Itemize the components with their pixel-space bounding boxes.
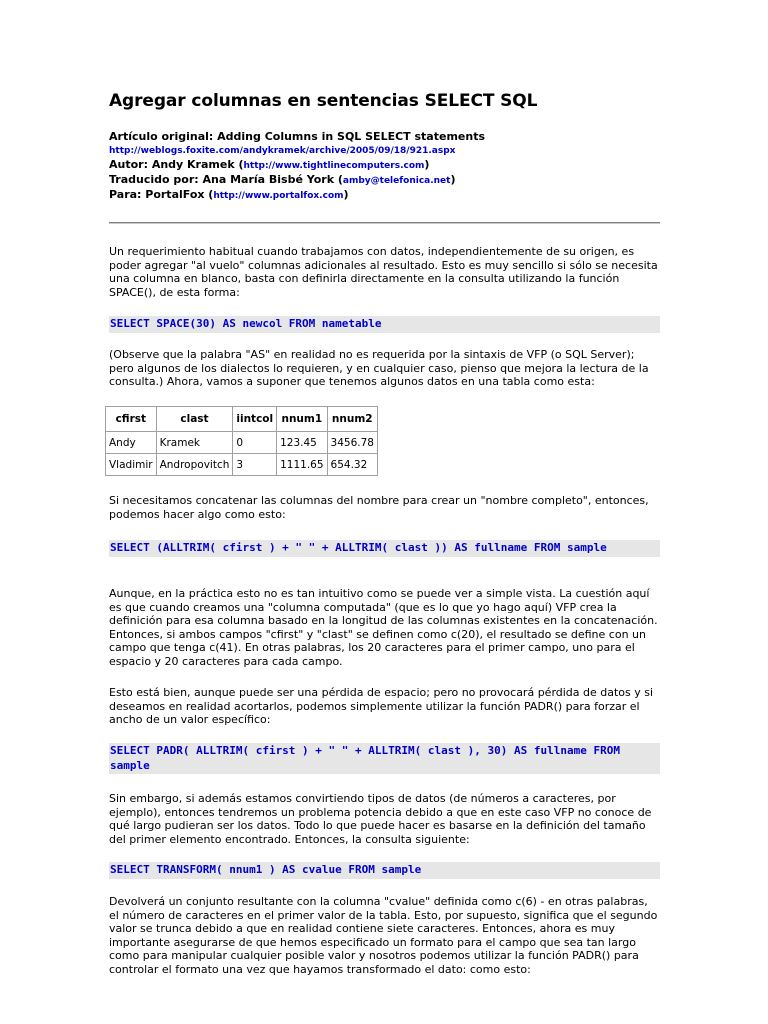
translator-line <box>109 173 485 188</box>
paragraph: Esto está bien, aunque puede ser una pérdida de espacio; pero no provocará pérdida de datos y si deseamos en realidad acortarlos, podemos simplemente utilizar la función PADR() para forzar el ancho de un valor específico: <box>109 686 654 727</box>
table-cell: 3 <box>233 454 277 476</box>
translator-label: Traducido por: Ana María Bisbé York ( <box>109 173 343 186</box>
translator-email-link[interactable]: amby@telefonica.net <box>342 176 451 186</box>
paragraph: Un requerimiento habitual cuando trabajamos con datos, independientemente de su origen, es poder agregar "al vuelo" columnas adicionales al resultado. Esto es muy sencillo si sólo se necesita una columna en blanco, basta con definirla directamente en la consulta utilizando la función SPACE(), de esta forma: <box>109 245 658 299</box>
table-header-row <box>106 407 378 432</box>
code-block: SELECT PADR( ALLTRIM( cfirst ) + " " + ALLTRIM( clast ), 30) AS fullname FROM sample <box>109 743 660 774</box>
translator-close: ) <box>450 173 456 186</box>
for-line <box>109 188 485 203</box>
table-row <box>106 432 378 454</box>
author-close: ) <box>424 158 430 171</box>
author-label: Autor: Andy Kramek ( <box>109 158 244 171</box>
code-block: SELECT SPACE(30) AS newcol FROM nametable <box>109 316 660 333</box>
for-label: Para: PortalFox ( <box>109 188 214 201</box>
table-cell: Kramek <box>156 432 233 454</box>
original-label: Artículo original: Adding Columns in SQL SELECT statements <box>109 130 486 143</box>
original-article-link[interactable]: http://weblogs.foxite.com/andykramek/archive/2005/09/18/921.aspx <box>109 146 456 156</box>
paragraph: (Observe que la palabra "AS" en realidad no es requerida por la sintaxis de VFP (o SQL Server); pero algunos de los dialectos lo requieren, y en cualquier caso, pienso que mejora la lectura de la consulta.) Ahora, vamos a suponer que tenemos algunos datos en una tabla como esta: <box>109 348 649 389</box>
table-cell: Andropovitch <box>156 454 233 476</box>
portalfox-link[interactable]: http://www.portalfox.com <box>213 191 344 201</box>
table-cell: 3456.78 <box>327 432 377 454</box>
table-cell: 1111.65 <box>277 454 327 476</box>
column-header: nnum1 <box>277 407 327 432</box>
author-line <box>109 158 485 173</box>
author-link[interactable]: http://www.tightlinecomputers.com <box>243 161 425 171</box>
code-block: SELECT (ALLTRIM( cfirst ) + " " + ALLTRIM( clast )) AS fullname FROM sample <box>109 540 660 557</box>
table-cell: 0 <box>233 432 277 454</box>
column-header: iintcol <box>233 407 277 432</box>
column-header: nnum2 <box>327 407 377 432</box>
table-cell: Vladimir <box>106 454 157 476</box>
paragraph: Si necesitamos concatenar las columnas del nombre para crear un "nombre completo", entonces, podemos hacer algo como esto: <box>109 494 649 521</box>
table-cell: Andy <box>106 432 157 454</box>
original-article-line <box>109 130 485 158</box>
paragraph: Aunque, en la práctica esto no es tan intuitivo como se puede ver a simple vista. La cuestión aquí es que cuando creamos una "columna computada" (que es lo que yo hago aquí) VFP crea la definición para esa columna basado en la longitud de las columnas existentes en la concatenación. Entonces, si ambos campos "cfirst" y "clast" se definen como c(20), el resultado se define con un campo que tenga c(41). En otras palabras, los 20 caracteres para el primer campo, uno para el espacio y 20 caracteres para cada campo. <box>109 587 658 668</box>
for-close: ) <box>343 188 349 201</box>
table-cell: 654.32 <box>327 454 377 476</box>
column-header: cfirst <box>106 407 157 432</box>
table-cell: 123.45 <box>277 432 327 454</box>
code-block: SELECT TRANSFORM( nnum1 ) AS cvalue FROM sample <box>109 862 660 879</box>
sample-table <box>105 406 378 476</box>
paragraph: Sin embargo, si además estamos convirtiendo tipos de datos (de números a caracteres, por ejemplo), entonces tendremos un problema potencia debido a que en este caso VFP no conoce de qué largo pudieran ser los datos. Todo lo que puede hacer es basarse en la definición del tamaño del primer elemento encontrado. Entonces, la consulta siguiente: <box>109 792 652 846</box>
article-meta <box>109 130 485 203</box>
divider <box>109 222 660 224</box>
column-header: clast <box>156 407 233 432</box>
table-row <box>106 454 378 476</box>
paragraph: Devolverá un conjunto resultante con la columna "cvalue" definida como c(6) - en otras palabras, el número de caracteres en el primer valor de la tabla. Esto, por supuesto, significa que el segundo valor se trunca debido a que en realidad contiene siete caracteres. Entonces, ahora es muy importante asegurarse de que hemos especificado un formato para el campo que sea tan largo como para manipular cualquier posible valor y nosotros podemos utilizar la función PADR() para controlar el formato una vez que hayamos transformado el dato: como esto: <box>109 895 658 976</box>
article-title: Agregar columnas en sentencias SELECT SQL <box>109 91 538 111</box>
